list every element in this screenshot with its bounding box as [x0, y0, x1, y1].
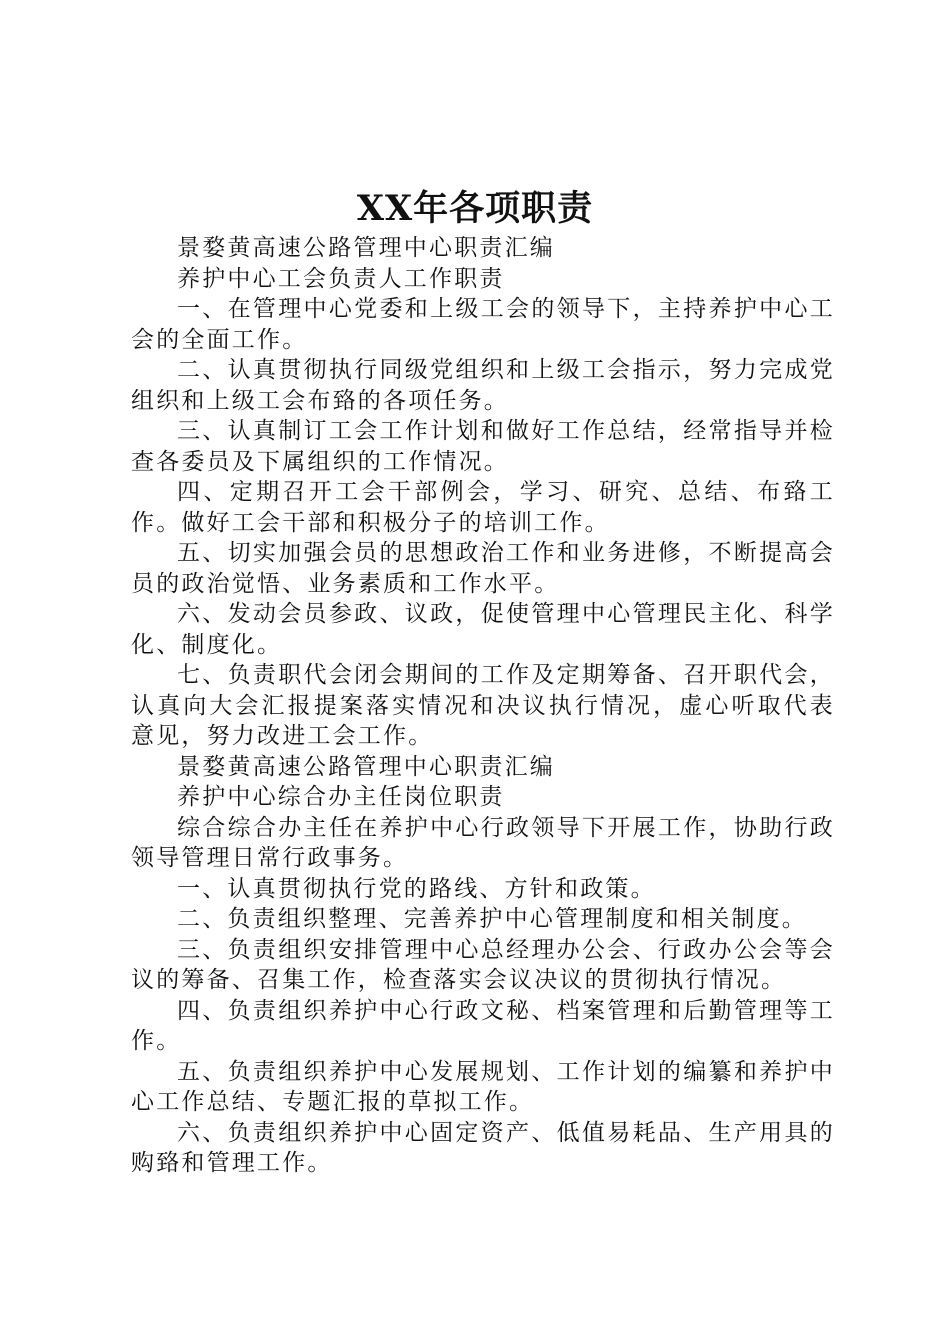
paragraph: 二、负责组织整理、完善养护中心管理制度和相关制度。 — [177, 906, 807, 932]
paragraph-subheading: 养护中心工会负责人工作职责 — [177, 265, 505, 292]
paragraph-heading: 景婺黄高速公路管理中心职责汇编 — [177, 753, 555, 780]
paragraph: 六、发动会员参政、议政，促使管理中心管理民主化、科学化、制度化。 — [131, 601, 835, 658]
paragraph-subheading: 养护中心综合办主任岗位职责 — [177, 784, 505, 810]
paragraph: 四、负责组织养护中心行政文秘、档案管理和后勤管理等工作。 — [131, 997, 835, 1054]
paragraph: 一、认真贯彻执行党的路线、方针和政策。 — [177, 875, 656, 902]
paragraph: 七、负责职代会闭会期间的工作及定期筹备、召开职代会，认真向大会汇报提案落实情况和决议执行情况，虚心听取代表意见，努力改进工会工作。 — [131, 662, 835, 749]
paragraph: 三、认真制订工会工作计划和做好工作总结，经常指导并检查各委员及下属组织的工作情况。 — [131, 418, 835, 475]
paragraph: 五、负责组织养护中心发展规划、工作计划的编纂和养护中心工作总结、专题汇报的草拟工作。 — [131, 1058, 835, 1115]
paragraph: 综合综合办主任在养护中心行政领导下开展工作，协助行政领导管理日常行政事务。 — [131, 814, 835, 871]
paragraph: 二、认真贯彻执行同级党组织和上级工会指示，努力完成党组织和上级工会布臵的各项任务。 — [131, 357, 835, 414]
paragraph: 一、在管理中心党委和上级工会的领导下，主持养护中心工会的全面工作。 — [131, 296, 835, 353]
paragraph: 四、定期召开工会干部例会，学习、研究、总结、布臵工作。做好工会干部和积极分子的培训工作。 — [131, 479, 835, 536]
document-title: XX年各项职责 — [356, 188, 594, 229]
paragraph-heading: 景婺黄高速公路管理中心职责汇编 — [177, 235, 555, 261]
paragraph: 三、负责组织安排管理中心总经理办公会、行政办公会等会议的筹备、召集工作，检查落实会议决议的贯彻执行情况。 — [131, 936, 835, 993]
paragraph: 五、切实加强会员的思想政治工作和业务进修，不断提高会员的政治觉悟、业务素质和工作水平。 — [131, 540, 835, 597]
paragraph: 六、负责组织养护中心固定资产、低值易耗品、生产用具的购臵和管理工作。 — [131, 1119, 835, 1176]
document-body — [131, 233, 835, 1179]
